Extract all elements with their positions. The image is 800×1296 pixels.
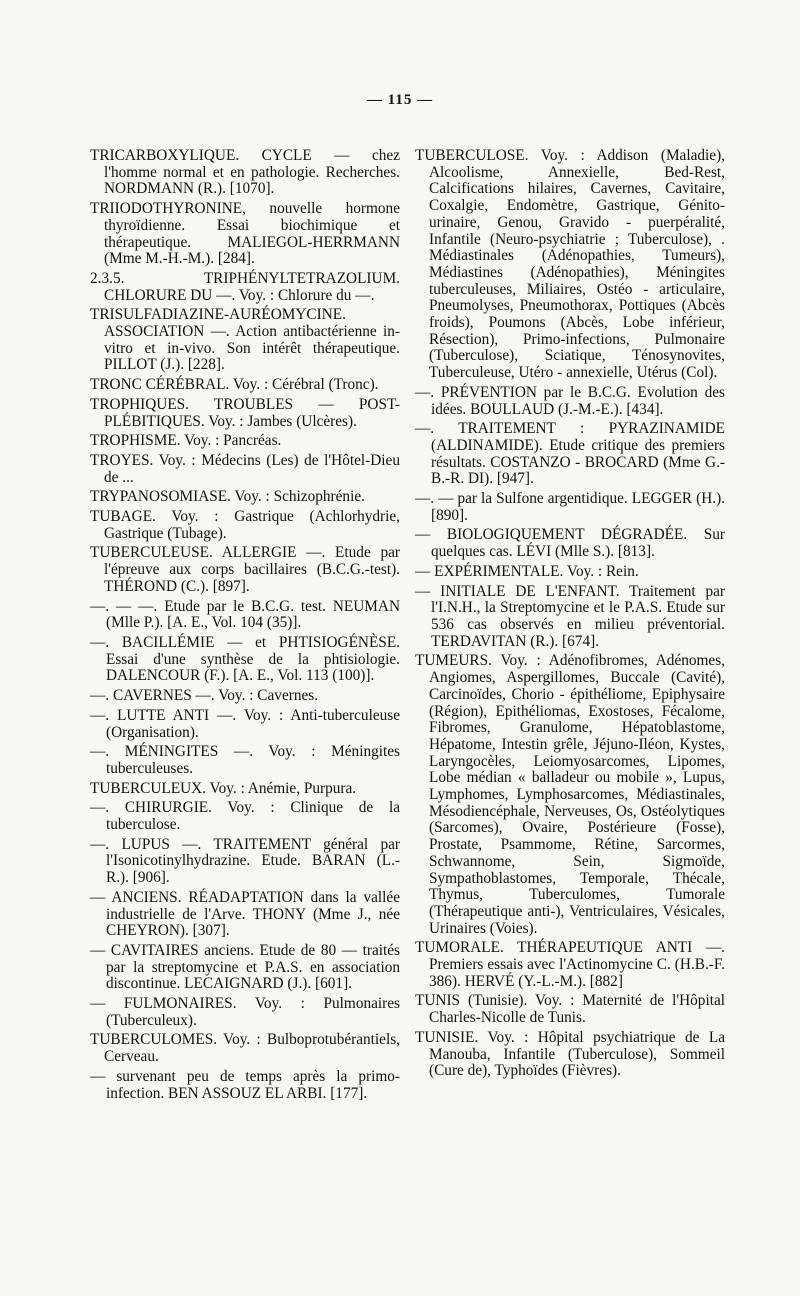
index-entry: TRISULFADIAZINE-AURÉOMYCINE. ASSOCIATION —. Action antibactérienne in-vitro et in-vivo. Son intérêt thérapeutique. PILLOT (J.). [228]. <box>90 306 400 374</box>
index-entry: —. LUTTE ANTI —. Voy. : Anti-tuberculeuse (Organisation). <box>90 706 400 741</box>
index-entry: — CAVITAIRES anciens. Etude de 80 — traités par la streptomycine et P.A.S. en association discontinue. LECAIGNARD (J.). [601]. <box>90 941 400 993</box>
index-entry: TRONC CÉRÉBRAL. Voy. : Cérébral (Tronc). <box>90 376 379 394</box>
index-entry: TUBAGE. Voy. : Gastrique (Achlorhydrie, Gastrique (Tubage). <box>90 508 400 542</box>
index-entry: — survenant peu de temps après la primo-infection. BEN ASSOUZ EL ARBI. [177]. <box>90 1067 400 1102</box>
index-entry: —. — par la Sulfone argentidique. LEGGER (H.). [890]. <box>415 490 725 524</box>
index-entry: —. MÉNINGITES —. Voy. : Méningites tuberculeuses. <box>90 743 400 777</box>
page-number: — 115 — <box>366 92 434 108</box>
index-entry: TUMEURS. Voy. : Adénofibromes, Adénomes, Angiomes, Aspergillomes, Buccale (Cavité), Carcinoïdes, Chorio - épithéliome, Epiphysaire (Région), Epithéliomas, Exostoses, Fécalome, Fibromes, Granulome, Hépatoblastome, Hépatome, Intestin grêle, Jéjuno-Iléon, Kystes, Laryngocèles, Leiomyosarcomes, Lipomes, Lobe médian « balladeur ou mobile », Lupus, Lymphomes, Lymphosarcomes, Médiastinales, Mésodiencéphale, Nerveuses, Os, Ostéolytiques (Sarcomes), Ovaire, Postérieure (Fosse), Prostate, Psammome, Rétine, Sarcormes, Schwannome, Sein, Sigmoïde, Sympathoblastomes, Temporale, Thécale, Thymus, Tuberculomes, Tumorale (Thérapeutique anti-), Ventriculaires, Vésicales, Urinaires (Voies). <box>415 652 725 937</box>
left-column <box>90 148 400 1105</box>
index-entry: TROYES. Voy. : Médecins (Les) de l'Hôtel-Dieu de ... <box>90 451 400 486</box>
index-entry: TRICARBOXYLIQUE. CYCLE — chez l'homme normal et en pathologie. Recherches. NORDMANN (R.). [1070]. <box>90 147 400 198</box>
index-entry: 2.3.5. TRIPHÉNYLTETRAZOLIUM. CHLORURE DU —. Voy. : Chlorure du —. <box>90 269 400 304</box>
index-entry: — FULMONAIRES. Voy. : Pulmonaires (Tuberculeux). <box>90 995 400 1029</box>
index-entry: — BIOLOGIQUEMENT DÉGRADÉE. Sur quelques cas. LÉVI (Mlle S.). [813]. <box>415 526 725 561</box>
index-entry: —. BACILLÉMIE — et PHTISIOGÉNÈSE. Essai d'une synthèse de la phtisiologie. DALENCOUR (F.). [A. E., Vol. 113 (100)]. <box>90 633 400 685</box>
index-entry: —. — —. Etude par le B.C.G. test. NEUMAN (Mlle P.). [A. E., Vol. 104 (35)]. <box>90 597 400 632</box>
index-entry: TUBERCULOSE. Voy. : Addison (Maladie), Alcoolisme, Annexielle, Bed-Rest, Calcifications hilaires, Cavernes, Cavitaire, Coxalgie, Endomètre, Gastrique, Génito-urinaire, Genou, Gravido - puerpéralité, Infantile (Neuro-psychiatrie ; Tuberculose), . Médiastinales (Adénopathies, Tumeurs), Médiastines (Adénopathies), Méningites tuberculeuses, Miliaires, Ostéo - articulaire, Pneumolyses, Pneumothorax, Pottiques (Abcès froids), Poumons (Abcès, Lobe inférieur, Résection), Primo-infections, Pulmonaire (Tuberculose), Sciatique, Ténosynovites, Tuberculeuse, Utéro - annexielle, Utérus (Col). <box>415 147 725 382</box>
index-entry: TUMORALE. THÉRAPEUTIQUE ANTI —. Premiers essais avec l'Actinomycine C. (H.B.-F. 386). HERVÉ (Y.-L.-M.). [882] <box>415 939 725 990</box>
index-entry: — EXPÉRIMENTALE. Voy. : Rein. <box>415 562 639 580</box>
index-entry: TROPHIQUES. TROUBLES — POST-PLÉBITIQUES. Voy. : Jambes (Ulcères). <box>90 395 400 430</box>
index-entry: —. TRAITEMENT : PYRAZINAMIDE (ALDINAMIDE). Etude critique des premiers résultats. COSTANZO - BROCARD (Mme G.-B.-R. DI). [947]. <box>415 420 725 488</box>
index-entry: TRYPANOSOMIASE. Voy. : Schizophrénie. <box>90 488 365 506</box>
index-entry: TROPHISME. Voy. : Pancréas. <box>90 432 282 450</box>
index-entry: TRIIODOTHYRONINE, nouvelle hormone thyroïdienne. Essai biochimique et thérapeutique. MALIEGOL-HERRMANN (Mme M.-H.-M.). [284]. <box>90 200 400 268</box>
right-column <box>415 148 725 1083</box>
index-entry: — INITIALE DE L'ENFANT. Traitement par l'I.N.H., la Streptomycine et le P.A.S. Etude sur 536 cas observés en milieu préventorial. TERDAVITAN (R.). [674]. <box>415 582 725 650</box>
index-entry: — ANCIENS. RÉADAPTATION dans la vallée industrielle de l'Arve. THONY (Mme J., née CHEYRON). [307]. <box>90 888 400 940</box>
index-entry: —. PRÉVENTION par le B.C.G. Evolution des idées. BOULLAUD (J.-M.-E.). [434]. <box>415 383 725 418</box>
index-entry: TUNISIE. Voy. : Hôpital psychiatrique de La Manouba, Infantile (Tuberculose), Sommeil (Cure de), Typhoïdes (Fièvres). <box>415 1028 725 1080</box>
index-entry: TUBERCULOMES. Voy. : Bulboprotubérantiels, Cerveau. <box>90 1031 400 1066</box>
index-entry: TUBERCULEUX. Voy. : Anémie, Purpura. <box>90 779 357 797</box>
index-entry: —. LUPUS —. TRAITEMENT général par l'Isonicotinylhydrazine. Etude. BARAN (L.-R.). [906]. <box>90 835 400 887</box>
index-entry: —. CHIRURGIE. Voy. : Clinique de la tuberculose. <box>90 799 400 834</box>
index-entry: TUNIS (Tunisie). Voy. : Maternité de l'Hôpital Charles-Nicolle de Tunis. <box>415 992 725 1027</box>
index-entry: —. CAVERNES —. Voy. : Cavernes. <box>90 687 319 705</box>
index-entry: TUBERCULEUSE. ALLERGIE —. Etude par l'épreuve aux corps bacillaires (B.C.G.-test). THÉROND (C.). [897]. <box>90 544 400 595</box>
